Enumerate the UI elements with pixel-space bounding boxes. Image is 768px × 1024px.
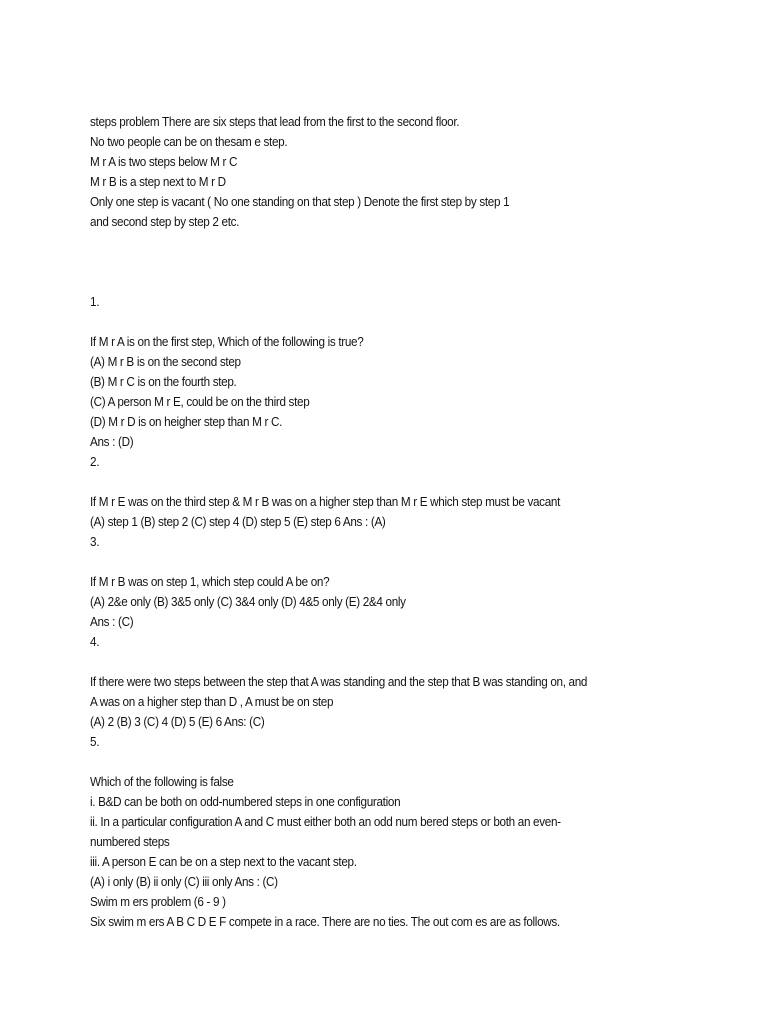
question-text: A was on a higher step than D , A must be on step [90, 695, 334, 709]
answer-options: (A) i only (B) ii only (C) iii only Ans : (C) [90, 875, 278, 889]
answer-option: (D) M r D is on heigher step than M r C. [90, 415, 283, 429]
text-line: and second step by step 2 etc. [90, 215, 240, 229]
question-text: Which of the following is false [90, 775, 234, 789]
question-number: 3. [90, 535, 100, 549]
text-line: M r B is a step next to M r D [90, 175, 226, 189]
blank-line [90, 652, 730, 672]
question-text: If M r A is on the first step, Which of the following is true? [90, 335, 364, 349]
text-line: steps problem There are six steps that lead from the first to the second floor. [90, 115, 460, 129]
answer-key: Ans : (D) [90, 435, 134, 449]
answer-options: (A) 2 (B) 3 (C) 4 (D) 5 (E) 6 Ans: (C) [90, 715, 265, 729]
question-number: 1. [90, 295, 100, 309]
text-line: Only one step is vacant ( No one standing on that step ) Denote the first step by step 1 [90, 195, 510, 209]
blank-line [90, 472, 730, 492]
blank-line [90, 252, 730, 272]
answer-option: (C) A person M r E, could be on the third step [90, 395, 310, 409]
document-text [90, 112, 730, 932]
text-line: M r A is two steps below M r C [90, 155, 238, 169]
blank-line [90, 272, 730, 292]
answer-option: (B) M r C is on the fourth step. [90, 375, 237, 389]
answer-options: (A) 2&e only (B) 3&5 only (C) 3&4 only (D) 4&5 only (E) 2&4 only [90, 595, 406, 609]
statement: numbered steps [90, 835, 170, 849]
section-title: Swim m ers problem (6 - 9 ) [90, 895, 226, 909]
answer-options: (A) step 1 (B) step 2 (C) step 4 (D) step 5 (E) step 6 Ans : (A) [90, 515, 386, 529]
statement: ii. In a particular configuration A and C must either both an odd num bered steps or both an even- [90, 815, 561, 829]
question-text: If M r B was on step 1, which step could A be on? [90, 575, 330, 589]
blank-line [90, 552, 730, 572]
blank-line [90, 752, 730, 772]
blank-line [90, 232, 730, 252]
answer-option: (A) M r B is on the second step [90, 355, 241, 369]
statement: i. B&D can be both on odd-numbered steps in one configuration [90, 795, 401, 809]
question-number: 5. [90, 735, 100, 749]
question-text: If there were two steps between the step that A was standing and the step that B was standing on, and [90, 675, 588, 689]
text-line: No two people can be on thesam e step. [90, 135, 288, 149]
statement: iii. A person E can be on a step next to the vacant step. [90, 855, 357, 869]
answer-key: Ans : (C) [90, 615, 134, 629]
blank-line [90, 312, 730, 332]
question-number: 2. [90, 455, 100, 469]
question-text: If M r E was on the third step & M r B was on a higher step than M r E which step must be vacant [90, 495, 560, 509]
question-number: 4. [90, 635, 100, 649]
text-line: Six swim m ers A B C D E F compete in a race. There are no ties. The out com es are as follows. [90, 915, 560, 929]
